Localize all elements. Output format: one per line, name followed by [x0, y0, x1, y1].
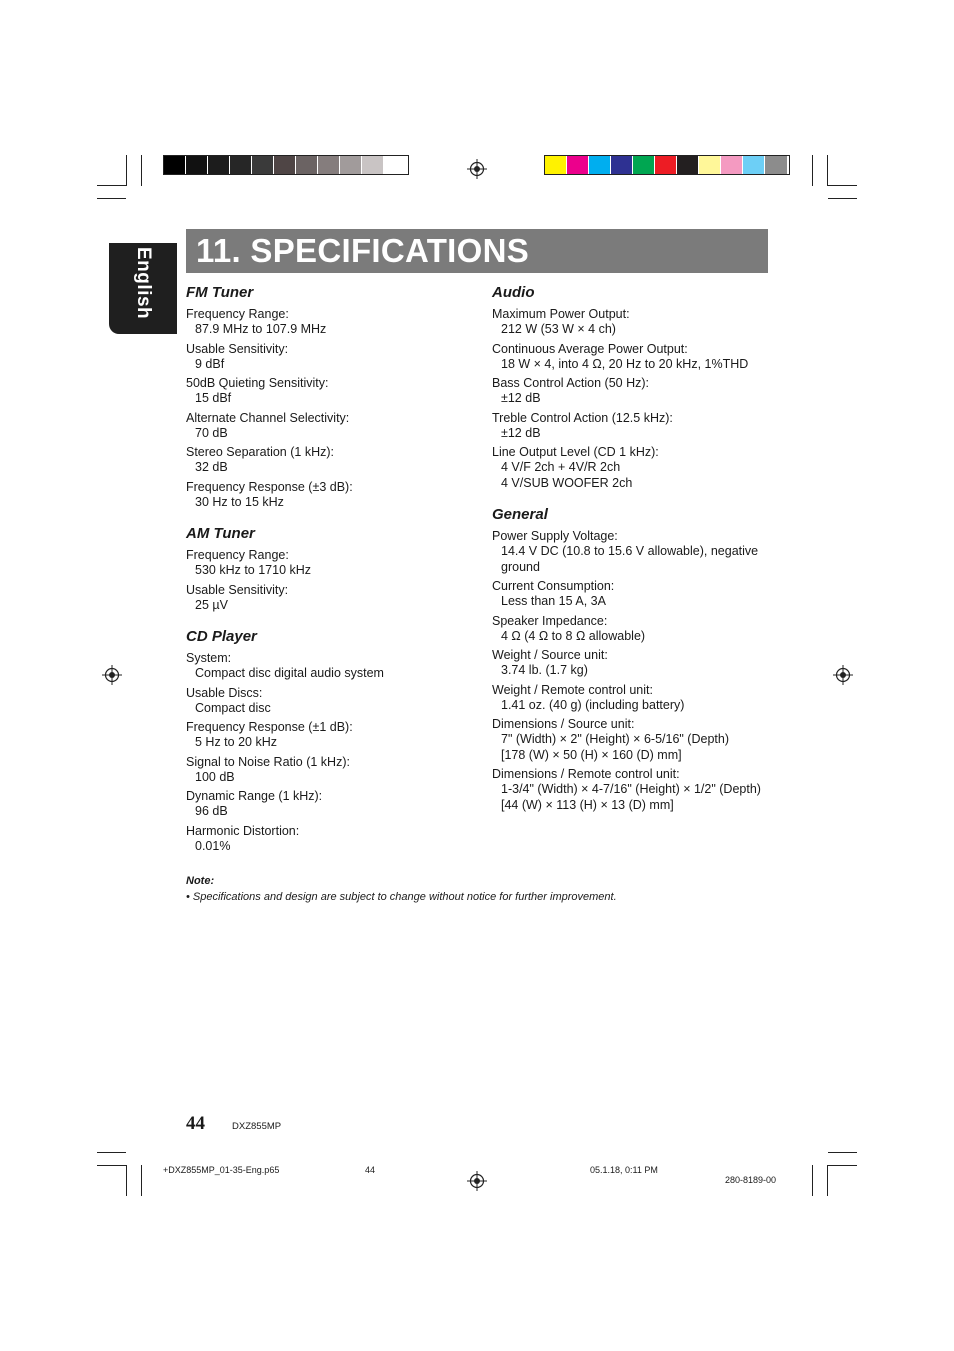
- model-name: DXZ855MP: [232, 1121, 282, 1132]
- spec-value: 1-3/4" (Width) × 4-7/16" (Height) × 1/2" (Depth): [501, 782, 761, 796]
- section-title: AM Tuner: [186, 525, 255, 542]
- spec-section: [492, 505, 782, 813]
- color-swatch: [208, 156, 230, 174]
- crop-mark: [828, 185, 857, 186]
- page-title: 11. SPECIFICATIONS: [196, 232, 530, 269]
- spec-label: Usable Sensitivity:: [186, 582, 289, 597]
- spec-value: 32 dB: [195, 460, 228, 474]
- spec-label: Power Supply Voltage:: [492, 529, 618, 543]
- crop-mark: [812, 155, 813, 186]
- crop-mark: [827, 155, 828, 186]
- spec-value: ±12 dB: [501, 391, 541, 405]
- section-title: FM Tuner: [186, 284, 254, 301]
- spec-label: Alternate Channel Selectivity:: [186, 410, 350, 425]
- spec-value: Compact disc: [195, 700, 271, 715]
- left-column: [186, 283, 476, 868]
- crop-mark: [828, 198, 857, 199]
- spec-label: Current Consumption:: [492, 579, 615, 593]
- spec-label: Maximum Power Output:: [492, 307, 630, 321]
- registration-mark-icon: [467, 159, 487, 179]
- spec-label: Frequency Response (±1 dB):: [186, 720, 353, 734]
- spec-label: Harmonic Distortion:: [186, 823, 300, 838]
- color-swatch: [677, 156, 699, 174]
- registration-mark-icon: [102, 665, 122, 685]
- spec-section: [492, 283, 782, 491]
- color-swatch: [296, 156, 318, 174]
- color-swatch: [230, 156, 252, 174]
- spec-label: Usable Sensitivity:: [186, 341, 289, 356]
- color-swatch: [655, 156, 677, 174]
- spec-value: Less than 15 A, 3A: [501, 594, 606, 608]
- spec-value: 4 Ω (4 Ω to 8 Ω allowable): [501, 628, 646, 643]
- gray-scale-bar: [163, 155, 409, 175]
- crop-mark: [97, 1165, 126, 1166]
- color-swatch: [611, 156, 633, 174]
- spec-value: [44 (W) × 113 (H) × 13 (D) mm]: [501, 797, 674, 812]
- registration-mark-icon: [833, 665, 853, 685]
- section-title: General: [492, 506, 548, 523]
- spec-section: [186, 627, 476, 854]
- section-title: Audio: [492, 284, 535, 301]
- spec-label: Usable Discs:: [186, 685, 263, 700]
- slug-page: 44: [365, 1165, 376, 1175]
- spec-label: Dimensions / Remote control unit:: [492, 767, 680, 781]
- color-swatch: [384, 156, 406, 174]
- color-swatch: [567, 156, 589, 174]
- spec-value: 1.41 oz. (40 g) (including battery): [501, 697, 685, 712]
- note-block: [186, 873, 786, 905]
- color-swatch: [721, 156, 743, 174]
- color-swatch: [699, 156, 721, 174]
- color-swatch: [545, 156, 567, 174]
- right-column: [492, 283, 782, 827]
- spec-value: 530 kHz to 1710 kHz: [195, 563, 312, 577]
- spec-label: Signal to Noise Ratio (1 kHz):: [186, 754, 350, 769]
- spec-label: System:: [186, 651, 232, 665]
- crop-mark: [827, 1165, 828, 1196]
- spec-label: Dynamic Range (1 kHz):: [186, 789, 323, 803]
- crop-mark: [828, 1165, 857, 1166]
- spec-label: Dimensions / Source unit:: [492, 717, 635, 731]
- spec-value: 96 dB: [195, 804, 228, 818]
- spec-value: 9 dBf: [195, 356, 225, 371]
- spec-value: 212 W (53 W × 4 ch): [501, 322, 616, 336]
- crop-mark: [126, 155, 127, 186]
- page-number: 44: [186, 1113, 205, 1134]
- spec-label: Stereo Separation (1 kHz):: [186, 445, 334, 459]
- note-text: • Specifications and design are subject to change without notice for further improvement.: [186, 891, 617, 903]
- section-title: CD Player: [186, 628, 257, 645]
- crop-mark: [126, 1165, 127, 1196]
- spec-label: Frequency Range:: [186, 548, 289, 562]
- registration-mark-icon: [467, 1171, 487, 1191]
- crop-mark: [97, 198, 126, 199]
- title-bar: [186, 229, 768, 273]
- spec-value: 15 dBf: [195, 391, 232, 405]
- color-swatch: [743, 156, 765, 174]
- color-swatch: [589, 156, 611, 174]
- spec-label: Frequency Response (±3 dB):: [186, 479, 353, 494]
- spec-value: ±12 dB: [501, 425, 541, 440]
- spec-value: 100 dB: [195, 769, 235, 784]
- note-heading: Note:: [186, 875, 215, 887]
- spec-value: 14.4 V DC (10.8 to 15.6 V allowable), negative: [501, 544, 759, 558]
- crop-mark: [97, 185, 126, 186]
- color-calibration-bar: [544, 155, 790, 175]
- slug-part-number: 280-8189-00: [725, 1175, 777, 1185]
- spec-value: 30 Hz to 15 kHz: [195, 494, 284, 509]
- spec-label: Weight / Remote control unit:: [492, 682, 653, 697]
- spec-label: Speaker Impedance:: [492, 613, 608, 628]
- slug-datetime: 05.1.18, 0:11 PM: [590, 1165, 658, 1175]
- spec-value: 70 dB: [195, 425, 228, 440]
- spec-label: 50dB Quieting Sensitivity:: [186, 376, 329, 390]
- color-swatch: [164, 156, 186, 174]
- spec-value: 0.01%: [195, 838, 231, 853]
- spec-value: ground: [501, 559, 540, 574]
- crop-mark: [97, 1152, 126, 1153]
- crop-mark: [141, 1165, 142, 1196]
- crop-mark: [828, 1152, 857, 1153]
- spec-label: Treble Control Action (12.5 kHz):: [492, 410, 673, 425]
- language-tab-label: English: [133, 247, 154, 320]
- spec-value: Compact disc digital audio system: [195, 666, 384, 680]
- spec-section: [186, 524, 476, 613]
- spec-value: 3.74 lb. (1.7 kg): [501, 663, 588, 677]
- color-swatch: [633, 156, 655, 174]
- color-swatch: [362, 156, 384, 174]
- spec-value: 4 V/SUB WOOFER 2ch: [501, 475, 633, 490]
- spec-label: Continuous Average Power Output:: [492, 341, 688, 356]
- spec-label: Weight / Source unit:: [492, 648, 608, 662]
- color-swatch: [340, 156, 362, 174]
- color-swatch: [252, 156, 274, 174]
- spec-value: 5 Hz to 20 kHz: [195, 735, 277, 749]
- crop-mark: [812, 1165, 813, 1196]
- color-swatch: [186, 156, 208, 174]
- spec-section: [186, 283, 476, 510]
- color-swatch: [765, 156, 787, 174]
- color-swatch: [318, 156, 340, 174]
- spec-value: 87.9 MHz to 107.9 MHz: [195, 322, 327, 336]
- crop-mark: [141, 155, 142, 186]
- spec-value: 25 µV: [195, 597, 228, 612]
- color-swatch: [274, 156, 296, 174]
- slug-file-name: +DXZ855MP_01-35-Eng.p65: [163, 1165, 280, 1175]
- spec-value: 18 W × 4, into 4 Ω, 20 Hz to 20 kHz, 1%THD: [501, 356, 749, 371]
- spec-label: Bass Control Action (50 Hz):: [492, 376, 650, 390]
- language-tab: [109, 243, 177, 334]
- spec-value: 7" (Width) × 2" (Height) × 6-5/16" (Depth): [501, 732, 729, 746]
- spec-value: [178 (W) × 50 (H) × 160 (D) mm]: [501, 747, 682, 762]
- spec-value: 4 V/F 2ch + 4V/R 2ch: [501, 460, 621, 474]
- spec-label: Line Output Level (CD 1 kHz):: [492, 445, 659, 459]
- spec-label: Frequency Range:: [186, 307, 289, 321]
